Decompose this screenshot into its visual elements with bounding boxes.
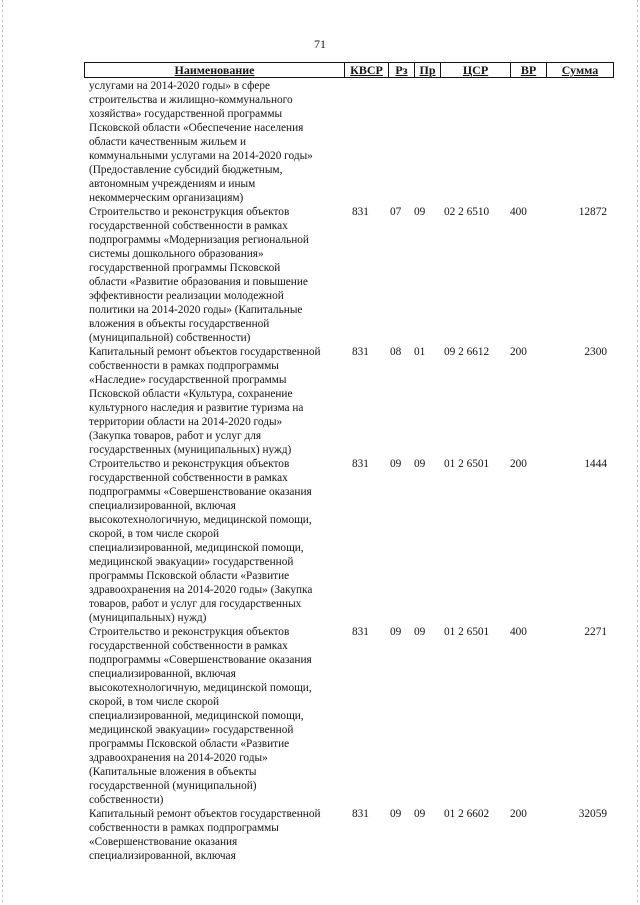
row-rz: 08 <box>390 346 402 358</box>
table-header <box>84 62 614 78</box>
header-pr: Пр <box>414 63 440 77</box>
row-name: услугами на 2014-2020 годы» в сфере строительства и жилищно-коммунального хозяйства» государственной программы Псковской области «Обеспечение населения области качественным жильем и коммунальными услугами на 2014-2020 годы» (Предоставление субсидий бюджетным, автономным учреждениям и иным некоммерческим организациям) <box>89 80 313 204</box>
row-sum: 2271 <box>584 626 607 638</box>
header-rz: Рз <box>388 63 414 77</box>
row-kvsr: 831 <box>352 808 369 820</box>
row-rz: 09 <box>390 808 402 820</box>
row-csr: 01 2 6501 <box>444 458 490 470</box>
row-name: Капитальный ремонт объектов государственной собственности в рамках подпрограммы «Совершенствование оказания специализированной, включая <box>89 808 321 862</box>
header-kvsr: КВСР <box>344 63 388 77</box>
row-pr: 09 <box>414 626 426 638</box>
row-rz: 09 <box>390 626 402 638</box>
row-rz: 07 <box>390 206 402 218</box>
row-pr: 09 <box>414 808 426 820</box>
row-pr: 09 <box>414 458 426 470</box>
row-rz: 09 <box>390 458 402 470</box>
row-vr: 400 <box>510 626 527 638</box>
row-vr: 200 <box>510 458 527 470</box>
row-kvsr: 831 <box>352 206 369 218</box>
row-name: Строительство и реконструкция объектов государственной собственности в рамках подпрограммы «Модернизация региональной системы дошкольного образования» государственной программы Псковской области «Развитие образования и повышение эффективности реализации молодежной политики на 2014-2020 годы» (Капитальные вложения в объекты государственной (муниципальной) собственности) <box>89 206 309 344</box>
row-vr: 200 <box>510 808 527 820</box>
header-csr: ЦСР <box>440 63 510 77</box>
table-row <box>0 345 640 457</box>
row-pr: 01 <box>414 346 426 358</box>
row-name: Строительство и реконструкция объектов государственной собственности в рамках подпрограммы «Совершенствование оказания специализированной, включая высокотехнологичную, медицинской помощи, скорой, в том числе скорой специализированной, медицинской помощи, медицинской эвакуации» государственной программы Псковской области «Развитие здравоохранения на 2014-2020 годы» (Закупка товаров, работ и услуг для государственных (муниципальных) нужд) <box>89 458 313 624</box>
row-sum: 1444 <box>584 458 607 470</box>
header-name: Наименование <box>174 63 255 77</box>
table-row <box>0 205 640 345</box>
row-sum: 2300 <box>584 346 607 358</box>
row-vr: 200 <box>510 346 527 358</box>
row-kvsr: 831 <box>352 346 369 358</box>
table-row <box>0 457 640 625</box>
row-sum: 12872 <box>578 206 607 218</box>
row-kvsr: 831 <box>352 458 369 470</box>
row-csr: 01 2 6602 <box>444 808 490 820</box>
row-csr: 02 2 6510 <box>444 206 490 218</box>
table-body <box>0 79 640 863</box>
row-kvsr: 831 <box>352 626 369 638</box>
page-number: 71 <box>314 37 326 51</box>
row-csr: 09 2 6612 <box>444 346 490 358</box>
table-row <box>0 625 640 807</box>
row-pr: 09 <box>414 206 426 218</box>
table-row <box>0 807 640 863</box>
row-name: Строительство и реконструкция объектов государственной собственности в рамках подпрограммы «Совершенствование оказания специализированной, включая высокотехнологичную, медицинской помощи, скорой, в том числе скорой специализированной, медицинской помощи, медицинской эвакуации» государственной программы Псковской области «Развитие здравоохранения на 2014-2020 годы» (Капитальные вложения в объекты государственной (муниципальной) собственности) <box>89 626 312 806</box>
header-vr: ВР <box>510 63 546 77</box>
row-vr: 400 <box>510 206 527 218</box>
row-sum: 32059 <box>578 808 607 820</box>
header-sum: Сумма <box>546 63 613 77</box>
row-name: Капитальный ремонт объектов государственной собственности в рамках подпрограммы «Наследие» государственной программы Псковской области «Культура, сохранение культурного наследия и развитие туризма на территории области на 2014-2020 годы» (Закупка товаров, работ и услуг для государственных (муниципальных) нужд) <box>89 346 321 456</box>
row-csr: 01 2 6501 <box>444 626 490 638</box>
table-row <box>0 79 640 205</box>
